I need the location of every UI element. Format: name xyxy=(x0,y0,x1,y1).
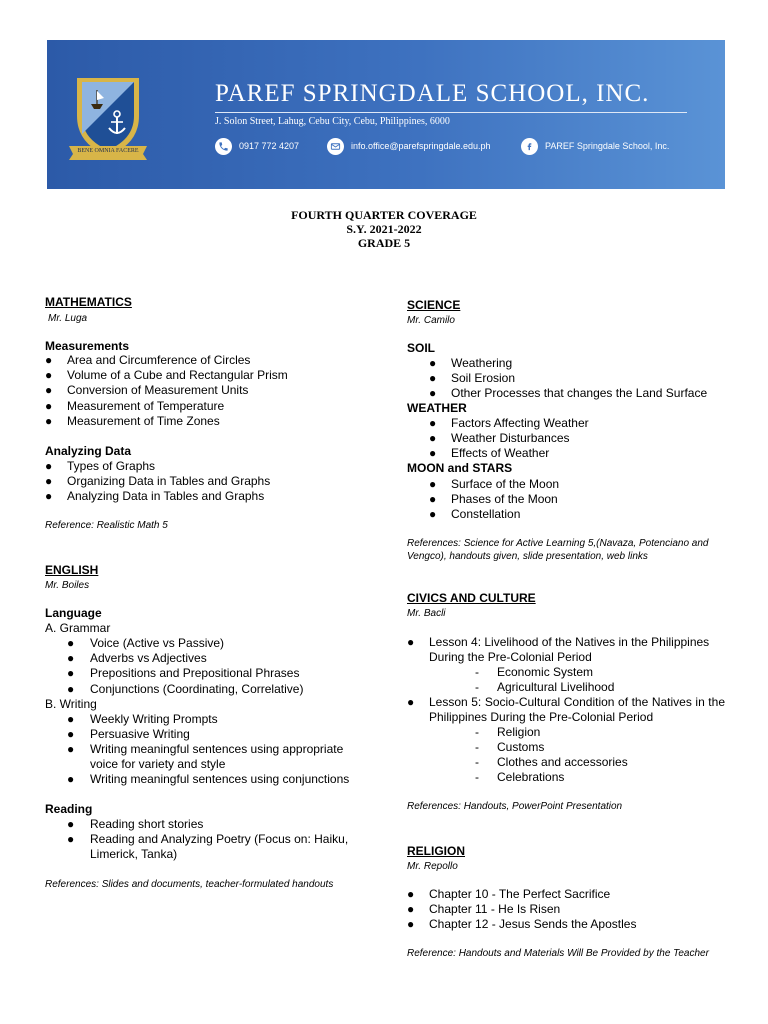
facebook-icon xyxy=(521,138,538,155)
english-teacher: Mr. Boiles xyxy=(45,580,90,591)
english-heading: ENGLISH xyxy=(45,563,99,577)
list-item: ● Adverbs vs Adjectives xyxy=(67,651,207,665)
list-item: ● Chapter 12 - Jesus Sends the Apostles xyxy=(407,917,637,931)
civics-heading: CIVICS AND CULTURE xyxy=(407,591,536,605)
list-item: ● Measurement of Time Zones xyxy=(45,414,220,428)
reading-heading: Reading xyxy=(45,802,93,816)
phone-contact xyxy=(215,137,299,155)
civics-teacher: Mr. Bacli xyxy=(407,608,446,619)
title-coverage: FOURTH QUARTER COVERAGE xyxy=(291,208,477,222)
list-item: ● Measurement of Temperature xyxy=(45,399,225,413)
email-contact xyxy=(327,137,491,155)
sub-list-item: - Economic System xyxy=(475,665,594,679)
religion-teacher: Mr. Repollo xyxy=(407,861,458,872)
title-school-year: S.Y. 2021-2022 xyxy=(346,222,422,236)
list-item: ● Weathering xyxy=(429,356,513,370)
document-title xyxy=(0,208,768,250)
sub-list-item: - Customs xyxy=(475,740,545,754)
list-item: ● Constellation xyxy=(429,507,521,521)
science-heading: SCIENCE xyxy=(407,298,461,312)
facebook-name: PAREF Springdale School, Inc. xyxy=(545,141,670,151)
list-item: ● Prepositions and Prepositional Phrases xyxy=(67,666,300,680)
science-teacher: Mr. Camilo xyxy=(407,315,455,326)
list-item: ● Conversion of Measurement Units xyxy=(45,383,249,397)
civics-reference: References: Handouts, PowerPoint Presentation xyxy=(407,801,623,812)
soil-heading: SOIL xyxy=(407,341,436,355)
math-reference: Reference: Realistic Math 5 xyxy=(45,520,168,531)
moon-stars-heading: MOON and STARS xyxy=(407,461,513,475)
sub-list-item: - Celebrations xyxy=(475,770,565,784)
header-banner xyxy=(47,40,725,189)
science-reference: References: Science for Active Learning 5,(Navaza, Potenciano and Vengco), handouts given, slide presentation, web links xyxy=(407,538,709,562)
list-item: ● Soil Erosion xyxy=(429,371,516,385)
list-item: ● Weather Disturbances xyxy=(429,431,570,445)
school-address: J. Solon Street, Lahug, Cebu City, Cebu, Philippines, 6000 xyxy=(215,116,450,127)
list-item: ● Writing meaningful sentences using appropriate voice for variety and style xyxy=(67,742,344,772)
analyzing-data-heading: Analyzing Data xyxy=(45,444,132,458)
list-item: ● Lesson 5: Socio-Cultural Condition of the Natives in the Philippines During the Pre-Colonial Period xyxy=(407,695,725,725)
list-item: ● Surface of the Moon xyxy=(429,477,560,491)
list-item: ● Chapter 10 - The Perfect Sacrifice xyxy=(407,887,611,901)
grammar-label: A. Grammar xyxy=(45,621,111,635)
sub-list-item: - Agricultural Livelihood xyxy=(475,680,615,694)
math-teacher: Mr. Luga xyxy=(48,313,88,324)
email-address: info.office@parefspringdale.edu.ph xyxy=(351,141,491,151)
list-item: ● Chapter 11 - He Is Risen xyxy=(407,902,561,916)
english-reference: References: Slides and documents, teacher-formulated handouts xyxy=(45,879,334,890)
list-item: ● Lesson 4: Livelihood of the Natives in the Philippines During the Pre-Colonial Period xyxy=(407,635,710,665)
school-name: PAREF SPRINGDALE SCHOOL, INC. xyxy=(215,80,650,107)
phone-number: 0917 772 4207 xyxy=(239,141,300,151)
religion-reference: Reference: Handouts and Materials Will Be Provided by the Teacher xyxy=(407,948,709,959)
list-item: ● Reading and Analyzing Poetry (Focus on: Haiku, Limerick, Tanka) xyxy=(67,832,349,862)
list-item: ● Reading short stories xyxy=(67,817,204,831)
math-heading: MATHEMATICS xyxy=(45,295,132,309)
title-divider xyxy=(215,112,687,113)
list-item: ● Types of Graphs xyxy=(45,459,156,473)
list-item: ● Voice (Active vs Passive) xyxy=(67,636,225,650)
list-item: ● Persuasive Writing xyxy=(67,727,190,741)
list-item: ● Writing meaningful sentences using conjunctions xyxy=(67,772,350,786)
email-icon xyxy=(327,138,344,155)
language-heading: Language xyxy=(45,606,102,620)
list-item: ● Other Processes that changes the Land Surface xyxy=(429,386,708,400)
measurements-heading: Measurements xyxy=(45,339,130,353)
list-item: ● Volume of a Cube and Rectangular Prism xyxy=(45,368,288,382)
phone-icon xyxy=(215,138,232,155)
facebook-contact xyxy=(521,137,669,155)
religion-heading: RELIGION xyxy=(407,844,466,858)
list-item: ● Effects of Weather xyxy=(429,446,550,460)
list-item: ● Phases of the Moon xyxy=(429,492,558,506)
writing-label: B. Writing xyxy=(45,697,97,711)
title-grade: GRADE 5 xyxy=(357,236,411,250)
list-item: ● Weekly Writing Prompts xyxy=(67,712,218,726)
sub-list-item: - Religion xyxy=(475,725,541,739)
sub-list-item: - Clothes and accessories xyxy=(475,755,628,769)
motto-text: BENE OMNIA FACERE xyxy=(77,148,139,154)
list-item: ● Area and Circumference of Circles xyxy=(45,353,251,367)
weather-heading: WEATHER xyxy=(407,401,467,415)
list-item: ● Factors Affecting Weather xyxy=(429,416,589,430)
list-item: ● Organizing Data in Tables and Graphs xyxy=(45,474,271,488)
list-item: ● Conjunctions (Coordinating, Correlative) xyxy=(67,682,304,696)
list-item: ● Analyzing Data in Tables and Graphs xyxy=(45,489,265,503)
